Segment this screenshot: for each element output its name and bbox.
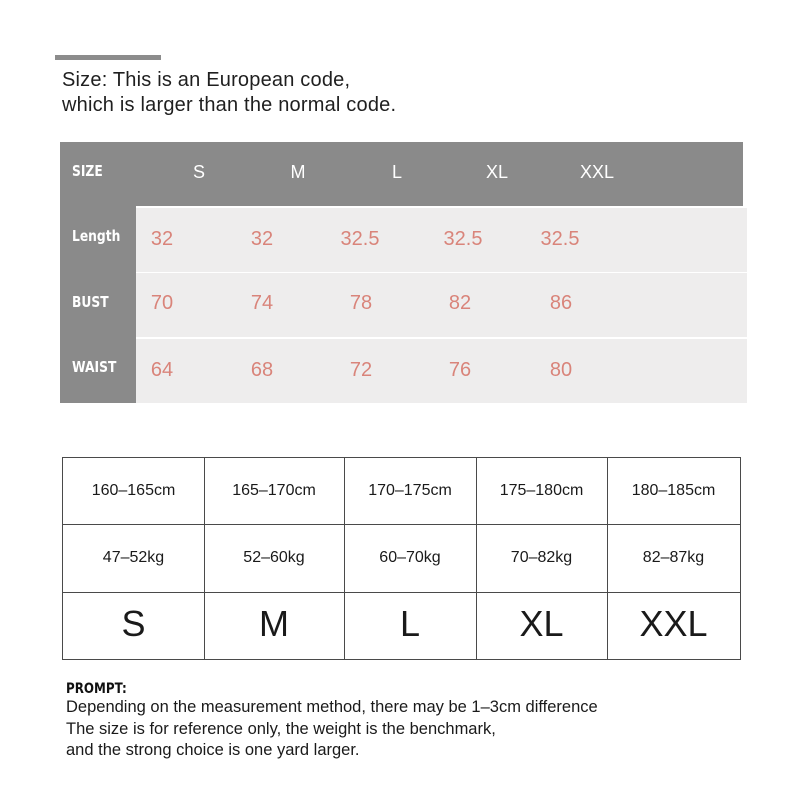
weight-range-m: 52–60kg	[243, 549, 305, 566]
intro-line-2: which is larger than the normal code.	[62, 94, 397, 116]
waist-value-xl: 76	[448, 359, 472, 381]
intro-line-1: Size: This is an European code,	[62, 69, 351, 91]
size-label-s: S	[121, 603, 146, 644]
row-label-waist: WAIST	[72, 358, 117, 376]
row-label-bust: BUST	[72, 293, 109, 311]
size-header-l: L	[391, 162, 402, 182]
row-label-length: Length	[72, 227, 121, 245]
size-header-label: SIZE	[72, 162, 103, 180]
size-header-xl: XL	[485, 162, 509, 182]
length-value-xl: 32.5	[443, 228, 483, 250]
prompt-line-1: Depending on the measurement method, there may be 1–3cm difference	[66, 698, 598, 716]
waist-value-xxl: 80	[549, 359, 573, 381]
bust-value-l: 78	[349, 292, 373, 314]
waist-value-m: 68	[250, 359, 274, 381]
length-value-m: 32	[250, 228, 274, 250]
prompt-line-3: and the strong choice is one yard larger.	[66, 741, 360, 759]
weight-range-s: 47–52kg	[102, 549, 165, 566]
bust-value-xxl: 86	[549, 292, 573, 314]
size-row-bust	[136, 273, 747, 337]
grid-divider	[63, 592, 740, 593]
weight-range-l: 60–70kg	[379, 549, 441, 566]
height-range-xxl: 180–185cm	[631, 482, 716, 499]
size-label-xxl: XXL	[639, 603, 708, 644]
size-header-m: M	[290, 162, 306, 182]
height-range-xl: 175–180cm	[499, 482, 584, 499]
size-header-s: S	[192, 162, 205, 182]
height-range-l: 170–175cm	[368, 482, 452, 499]
height-weight-size-grid	[62, 457, 741, 660]
height-range-s: 160–165cm	[91, 482, 176, 499]
decorative-top-bar	[55, 55, 161, 60]
weight-range-xl: 70–82kg	[510, 549, 573, 566]
bust-value-s: 70	[150, 292, 174, 314]
size-row-length	[136, 208, 747, 272]
length-value-s: 32	[150, 228, 174, 250]
prompt-title: PROMPT:	[66, 681, 127, 697]
size-header-xxl: XXL	[579, 162, 615, 182]
size-label-l: L	[399, 603, 421, 644]
height-range-m: 165–170cm	[232, 482, 316, 499]
weight-range-xxl: 82–87kg	[642, 549, 705, 566]
prompt-line-2: The size is for reference only, the weight is the benchmark,	[66, 719, 496, 738]
size-row-waist	[136, 339, 747, 403]
size-intro-text	[62, 68, 396, 118]
waist-value-l: 72	[349, 359, 373, 381]
waist-value-s: 64	[150, 359, 174, 381]
size-label-xl: XL	[519, 603, 564, 644]
length-value-xxl: 32.5	[540, 228, 580, 250]
size-table-header-row	[60, 142, 743, 206]
grid-divider	[63, 524, 740, 525]
bust-value-xl: 82	[448, 292, 472, 314]
size-measurement-table	[60, 142, 747, 404]
prompt-notes	[66, 681, 598, 762]
bust-value-m: 74	[250, 292, 274, 314]
size-label-m: M	[259, 603, 289, 644]
length-value-l: 32.5	[340, 228, 380, 250]
